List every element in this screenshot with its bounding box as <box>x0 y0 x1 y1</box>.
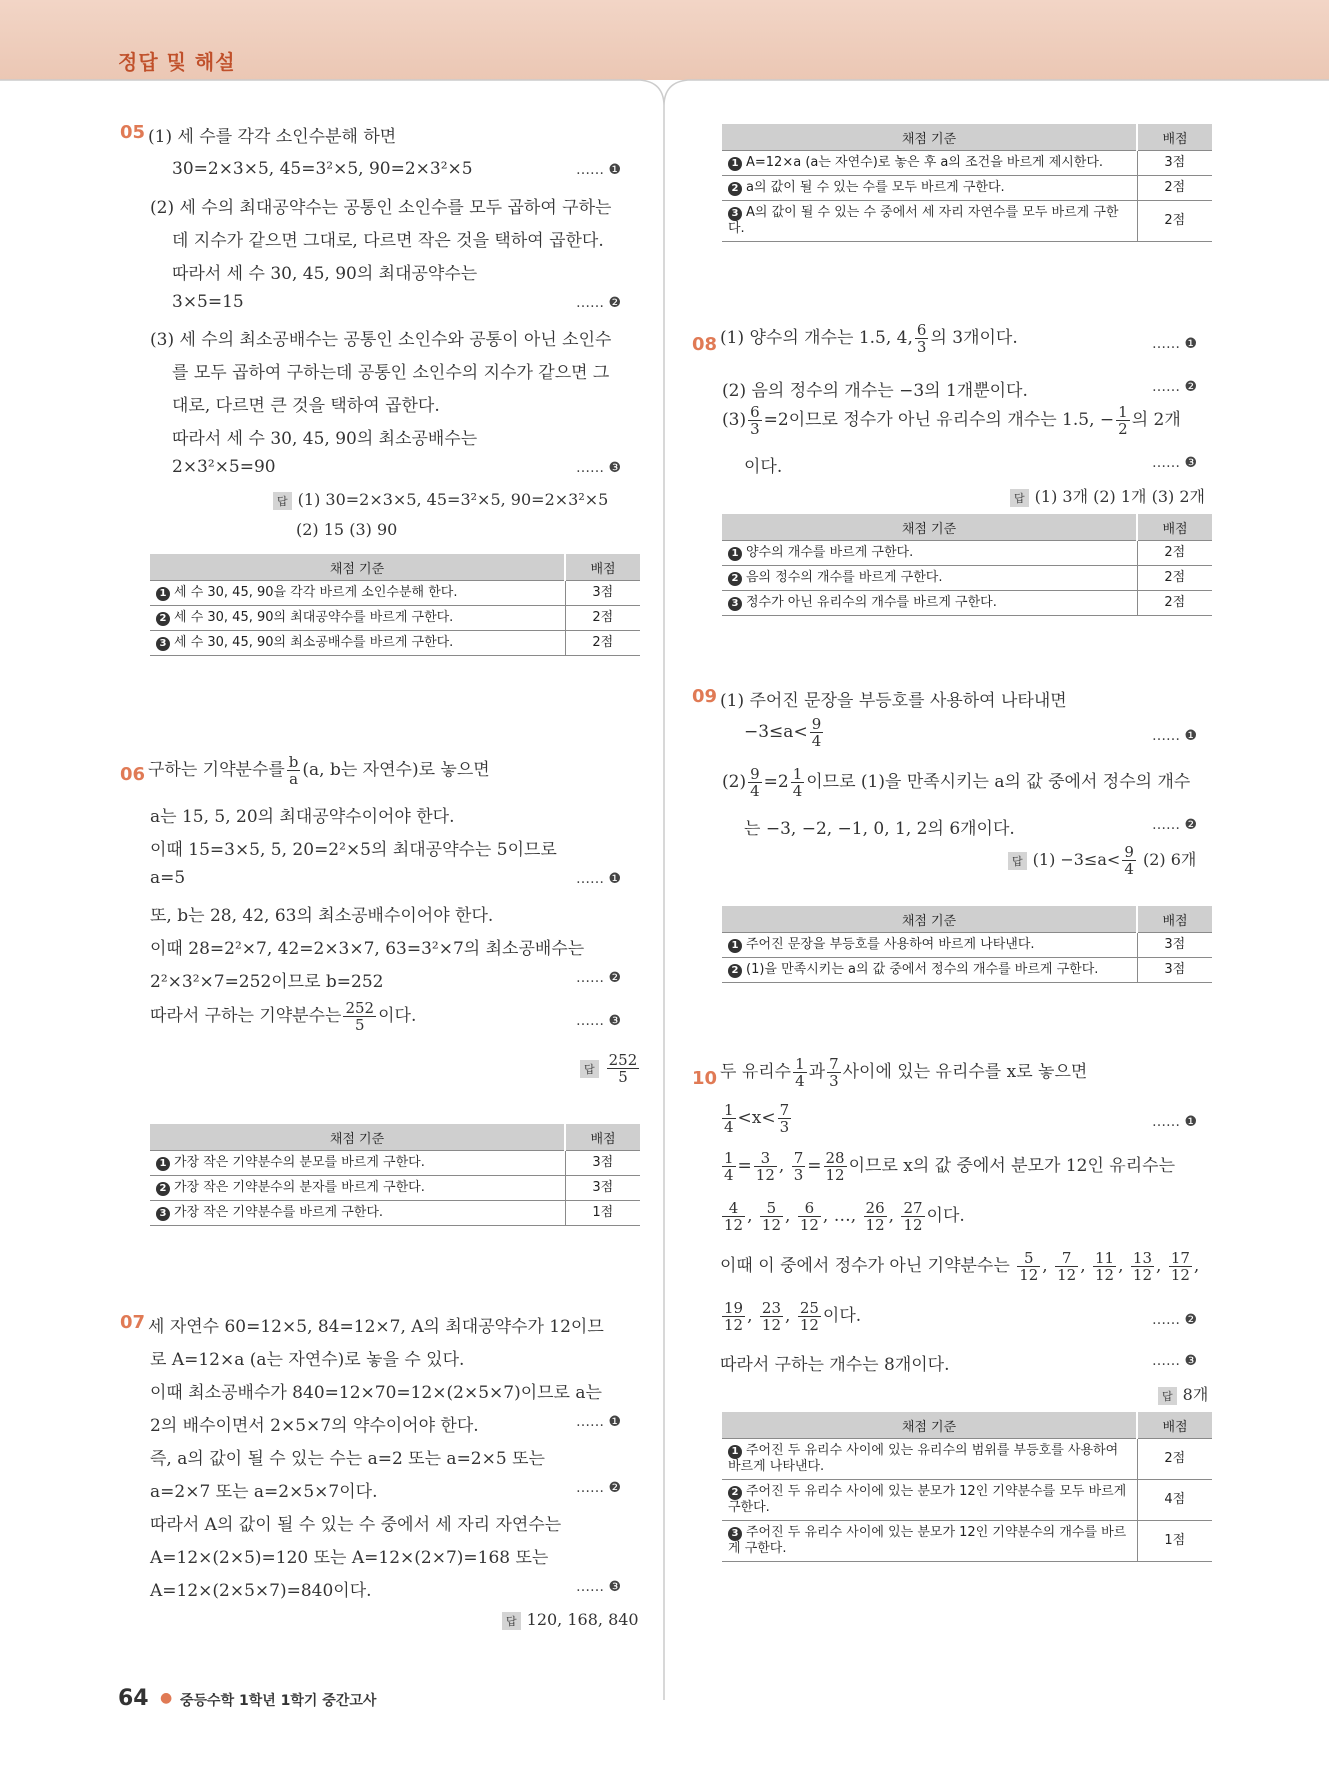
answer-tag: 답 <box>502 1612 521 1630</box>
text-line: 따라서 구하는 개수는 8개이다. <box>720 1355 950 1375</box>
fraction: $\frac{11}{12}$ <box>1095 1249 1115 1284</box>
answer-tag: 답 <box>1158 1387 1177 1405</box>
criteria-cell: 2 음의 정수의 개수를 바르게 구한다. <box>722 566 1137 591</box>
answer-tag: 답 <box>273 492 292 510</box>
points-cell: 1점 <box>565 1201 640 1226</box>
points-cell: 3점 <box>1137 933 1212 958</box>
separator: , <box>747 1206 758 1226</box>
criteria-table-10 <box>722 1412 1212 1562</box>
fraction: $\frac{9}{4}$ <box>750 765 760 800</box>
text-line: 3×5=15 <box>172 292 244 312</box>
text: 이때 이 중에서 정수가 아닌 기약분수는 <box>720 1256 1016 1276</box>
criteria-cell: 3 A의 값이 될 수 있는 수 중에서 세 자리 자연수를 모두 바르게 구한다. <box>722 201 1137 242</box>
text-line: 2×3²×5=90 <box>172 457 276 477</box>
fraction: $\frac{252}{5}$ <box>345 999 375 1034</box>
fraction: $\frac{4}{12}$ <box>724 1199 744 1234</box>
fraction: $\frac{19}{12}$ <box>724 1299 744 1334</box>
separator: , <box>778 1156 790 1176</box>
step-mark-1: …… ❶ <box>576 162 622 178</box>
criteria-cell: 1 세 수 30, 45, 90을 각각 바르게 소인수분해 한다. <box>150 581 565 606</box>
text-line: 이때 28=2²×7, 42=2×3×7, 63=3²×7의 최소공배수는 <box>150 939 585 959</box>
criteria-cell: 2 가장 작은 기약분수의 분자를 바르게 구한다. <box>150 1176 565 1201</box>
fraction: $\frac{1}{4}$ <box>724 1149 734 1184</box>
text-line: 세 자연수 60=12×5, 84=12×7, A의 최대공약수가 12이므 <box>148 1317 604 1337</box>
problem-number: 06 <box>120 764 146 785</box>
points-cell: 2점 <box>1137 591 1212 616</box>
text-line: 를 모두 곱하여 구하는데 공통인 소인수의 지수가 같으면 그 <box>172 363 610 383</box>
points-cell: 2점 <box>1137 176 1212 201</box>
criteria-header: 채점 기준 <box>150 554 565 581</box>
separator: , <box>822 1206 834 1226</box>
criteria-header: 채점 기준 <box>722 906 1137 933</box>
step-mark-3: …… ❸ <box>576 1013 622 1029</box>
answer-text: (1) 30=2×3×5, 45=3²×5, 90=2×3²×5 <box>297 490 609 509</box>
fraction: $\frac{26}{12}$ <box>865 1199 885 1234</box>
problem-number: 07 <box>120 1312 146 1333</box>
fraction-line-4 <box>720 1300 861 1333</box>
criteria-cell: 1 A=12×a (a는 자연수)로 놓은 후 a의 조건을 바르게 제시한다. <box>722 151 1137 176</box>
ellipsis: … <box>833 1206 851 1226</box>
criteria-cell: 1 주어진 문장을 부등호를 사용하여 바르게 나타낸다. <box>722 933 1137 958</box>
fraction: $\frac{1}{2}$ <box>1118 403 1128 438</box>
fraction: $\frac{1}{4}$ <box>792 765 803 800</box>
criteria-cell: 3 정수가 아닌 유리수의 개수를 바르게 구한다. <box>722 591 1137 616</box>
text-line: 2의 배수이면서 2×5×7의 약수이어야 한다. <box>150 1416 479 1436</box>
answer-tag: 답 <box>580 1060 599 1078</box>
fraction: $\frac{1}{4}$ <box>795 1055 805 1090</box>
points-cell: 2점 <box>1137 566 1212 591</box>
text-line: A=12×(2×5×7)=840이다. <box>150 1581 372 1601</box>
points-header: 배점 <box>1137 906 1212 933</box>
text-line: $\frac{1}{4}$ <x< $\frac{7}{3}$ <box>724 1101 790 1136</box>
fraction: $\frac{28}{12}$ <box>825 1149 845 1184</box>
step-mark-3: …… ❸ <box>576 1579 622 1595</box>
answer-line <box>580 1052 641 1085</box>
points-cell: 3점 <box>565 1151 640 1176</box>
fraction: $\frac{5}{12}$ <box>1019 1249 1039 1284</box>
fraction: $\frac{5}{12}$ <box>761 1199 781 1234</box>
criteria-table-07 <box>722 124 1212 242</box>
points-cell: 3점 <box>565 581 640 606</box>
criteria-cell: 3 주어진 두 유리수 사이에 있는 분모가 12인 기약분수의 개수를 바르게 구한다. <box>722 1521 1137 1562</box>
criteria-header: 채점 기준 <box>722 514 1137 541</box>
text-line: (2) $\frac{9}{4}$ =2 $\frac{1}{4}$ 이므로 (1)을 만족시키는 a의 값 중에서 정수의 개수 <box>722 765 1191 800</box>
criteria-cell: 2 세 수 30, 45, 90의 최대공약수를 바르게 구한다. <box>150 606 565 631</box>
separator: , <box>850 1206 862 1226</box>
answer-line: 답 120, 168, 840 <box>502 1610 639 1630</box>
text-line: 따라서 구하는 기약분수는 $\frac{252}{5}$ 이다. <box>150 999 417 1034</box>
points-header: 배점 <box>565 1124 640 1151</box>
answer-line: 답 (1) 3개 (2) 1개 (3) 2개 <box>1010 484 1205 507</box>
fraction: $\frac{1}{4}$ <box>724 1101 734 1136</box>
points-cell: 2점 <box>1137 1439 1212 1480</box>
criteria-cell: 2 주어진 두 유리수 사이에 있는 분모가 12인 기약분수를 모두 바르게 구한다. <box>722 1480 1137 1521</box>
separator: , <box>888 1206 900 1226</box>
fraction: $\frac{b}{a}$ <box>288 753 299 788</box>
fraction: $\frac{25}{12}$ <box>799 1299 819 1334</box>
fraction: $\frac{9}{4}$ <box>1124 843 1134 878</box>
separator: , <box>1042 1256 1054 1276</box>
text-line: 이때 15=3×5, 5, 20=2²×5의 최대공약수는 5이므로 <box>150 840 557 860</box>
text-line: A=12×(2×5)=120 또는 A=12×(2×7)=168 또는 <box>150 1548 549 1568</box>
text-line: 로 A=12×a (a는 자연수)로 놓을 수 있다. <box>150 1350 465 1370</box>
text-line: 즉, a의 값이 될 수 있는 수는 a=2 또는 a=2×5 또는 <box>150 1449 545 1469</box>
text-line: 30=2×3×5, 45=3²×5, 90=2×3²×5 <box>172 159 473 179</box>
fraction: $\frac{252}{5}$ <box>608 1051 638 1086</box>
points-cell: 3점 <box>1137 151 1212 176</box>
answer-tag: 답 <box>1010 489 1029 507</box>
text-line: 2²×3²×7=252이므로 b=252 <box>150 972 384 992</box>
text: 이다. <box>926 1206 965 1226</box>
points-header: 배점 <box>1137 1412 1212 1439</box>
fraction: $\frac{7}{3}$ <box>779 1101 790 1136</box>
separator: , <box>785 1206 796 1226</box>
step-mark-1: …… ❶ <box>1152 1114 1198 1130</box>
text-line: 따라서 세 수 30, 45, 90의 최대공약수는 <box>172 264 478 284</box>
step-mark-2: …… ❷ <box>576 970 622 986</box>
separator: , <box>747 1306 758 1326</box>
fraction: $\frac{13}{12}$ <box>1132 1249 1152 1284</box>
problem-number: 08 <box>692 334 718 355</box>
step-mark-3: …… ❸ <box>576 460 622 476</box>
text-line: 따라서 세 수 30, 45, 90의 최소공배수는 <box>172 429 478 449</box>
criteria-cell: 1 가장 작은 기약분수의 분모를 바르게 구한다. <box>150 1151 565 1176</box>
text-line: 이다. <box>744 457 783 477</box>
fraction: $\frac{7}{3}$ <box>829 1055 839 1090</box>
text-line: 두 유리수 $\frac{1}{4}$ 과 $\frac{7}{3}$ 사이에 있는 유리수를 x로 놓으면 <box>720 1055 1088 1090</box>
fraction: $\frac{6}{3}$ <box>916 321 927 356</box>
step-mark-2: …… ❷ <box>576 295 622 311</box>
fraction: $\frac{23}{12}$ <box>761 1299 781 1334</box>
text-line: 구하는 기약분수를 $\frac{b}{a}$ (a, b는 자연수)로 놓으면 <box>148 753 490 788</box>
text-line: a=2×7 또는 a=2×5×7이다. <box>150 1482 378 1502</box>
points-cell: 2점 <box>565 606 640 631</box>
text-line: a는 15, 5, 20의 최대공약수이어야 한다. <box>150 807 455 827</box>
criteria-cell: 3 가장 작은 기약분수를 바르게 구한다. <box>150 1201 565 1226</box>
fraction: $\frac{9}{4}$ <box>811 715 822 750</box>
text-line: 이때 최소공배수가 840=12×70=12×(2×5×7)이므로 a는 <box>150 1383 602 1403</box>
criteria-cell: 3 세 수 30, 45, 90의 최소공배수를 바르게 구한다. <box>150 631 565 656</box>
criteria-table-06 <box>150 1124 640 1226</box>
separator: = <box>737 1156 752 1176</box>
fraction: $\frac{7}{12}$ <box>1057 1249 1077 1284</box>
book-title: 중등수학 1학년 1학기 중간고사 <box>180 1693 377 1709</box>
step-mark-3: …… ❸ <box>1152 455 1198 471</box>
points-header: 배점 <box>1137 514 1212 541</box>
points-cell: 2점 <box>565 631 640 656</box>
text: 이다. <box>822 1306 862 1326</box>
criteria-header: 채점 기준 <box>150 1124 565 1151</box>
text-line: 는 −3, −2, −1, 0, 1, 2의 6개이다. <box>744 819 1015 839</box>
page-number: 64 <box>118 1686 149 1711</box>
separator: , <box>785 1306 796 1326</box>
text-line: (3) 세 수의 최소공배수는 공통인 소인수와 공통이 아닌 소인수 <box>150 330 612 350</box>
separator: , <box>1080 1256 1091 1276</box>
criteria-header: 채점 기준 <box>722 1412 1137 1439</box>
step-mark-1: …… ❶ <box>576 871 622 887</box>
text-line: 또, b는 28, 42, 63의 최소공배수이어야 한다. <box>150 906 494 926</box>
points-header: 배점 <box>1137 124 1212 151</box>
fraction: $\frac{17}{12}$ <box>1170 1249 1190 1284</box>
answer-line-1 <box>273 490 608 510</box>
fraction: $\frac{6}{12}$ <box>799 1199 819 1234</box>
points-cell: 2점 <box>1137 201 1212 242</box>
separator: , <box>1193 1256 1200 1276</box>
criteria-table-09 <box>722 906 1212 983</box>
fraction-line-1 <box>720 1150 1175 1183</box>
points-cell: 3점 <box>1137 958 1212 983</box>
separator: = <box>807 1156 822 1176</box>
fraction: $\frac{6}{3}$ <box>750 403 760 438</box>
text-line: (1) 주어진 문장을 부등호를 사용하여 나타내면 <box>720 691 1067 711</box>
step-mark-1: …… ❶ <box>1152 728 1198 744</box>
fraction-line-2 <box>720 1200 965 1233</box>
step-mark-2: …… ❷ <box>1152 1312 1198 1328</box>
problem-number: 09 <box>692 686 718 707</box>
points-cell: 2점 <box>1137 541 1212 566</box>
text-line: −3≤a< $\frac{9}{4}$ <box>744 715 822 750</box>
separator: , <box>1118 1256 1129 1276</box>
text-line: 데 지수가 같으면 그대로, 다르면 작은 것을 택하여 곱한다. <box>172 231 604 251</box>
separator: , <box>1156 1256 1167 1276</box>
answer-line-2: (2) 15 (3) 90 <box>296 520 398 539</box>
answer-tag: 답 <box>1008 852 1027 870</box>
criteria-table-05 <box>150 554 640 656</box>
fraction: $\frac{27}{12}$ <box>903 1199 923 1234</box>
page-header-title: 정답 및 해설 <box>118 50 236 74</box>
fraction-line-3 <box>720 1250 1199 1283</box>
text-line: (3) $\frac{6}{3}$ =2이므로 정수가 아닌 유리수의 개수는 1.5, − $\frac{1}{2}$ 의 2개 <box>722 403 1181 438</box>
footer-bullet: ● <box>160 1690 173 1706</box>
criteria-table-08 <box>722 514 1212 616</box>
text-line: (2) 음의 정수의 개수는 −3의 1개뿐이다. <box>722 381 1028 401</box>
step-mark-2: …… ❷ <box>1152 817 1198 833</box>
text-line: (1) 양수의 개수는 1.5, 4, $\frac{6}{3}$ 의 3개이다. <box>720 321 1018 356</box>
points-cell: 1점 <box>1137 1521 1212 1562</box>
text-line: (2) 세 수의 최대공약수는 공통인 소인수를 모두 곱하여 구하는 <box>150 198 612 218</box>
answer-line: 답 (1) −3≤a< $\frac{9}{4}$ (2) 6개 <box>1008 844 1196 877</box>
text-line: 따라서 A의 값이 될 수 있는 수 중에서 세 자리 자연수는 <box>150 1515 562 1535</box>
criteria-cell: 2 a의 값이 될 수 있는 수를 모두 바르게 구한다. <box>722 176 1137 201</box>
text-line: 대로, 다르면 큰 것을 택하여 곱한다. <box>172 396 440 416</box>
fraction: $\frac{3}{12}$ <box>755 1149 775 1184</box>
text-line: (1) 세 수를 각각 소인수분해 하면 <box>148 127 397 147</box>
problem-number: 05 <box>120 122 146 143</box>
text: 이므로 x의 값 중에서 분모가 12인 유리수는 <box>848 1156 1175 1176</box>
problem-number: 10 <box>692 1068 718 1089</box>
points-cell: 4점 <box>1137 1480 1212 1521</box>
criteria-cell: 1 주어진 두 유리수 사이에 있는 유리수의 범위를 부등호를 사용하여 바르게 나타낸다. <box>722 1439 1137 1480</box>
criteria-cell: 2 (1)을 만족시키는 a의 값 중에서 정수의 개수를 바르게 구한다. <box>722 958 1137 983</box>
step-mark-1: …… ❶ <box>1152 336 1198 352</box>
criteria-cell: 1 양수의 개수를 바르게 구한다. <box>722 541 1137 566</box>
step-mark-3: …… ❸ <box>1152 1353 1198 1369</box>
step-mark-1: …… ❶ <box>576 1414 622 1430</box>
points-header: 배점 <box>565 554 640 581</box>
step-mark-2: …… ❷ <box>1152 379 1198 395</box>
criteria-header: 채점 기준 <box>722 124 1137 151</box>
text-line: a=5 <box>150 868 186 888</box>
step-mark-2: …… ❷ <box>576 1480 622 1496</box>
fraction: $\frac{7}{3}$ <box>793 1149 804 1184</box>
answer-line: 답 8개 <box>1158 1382 1208 1405</box>
points-cell: 3점 <box>565 1176 640 1201</box>
